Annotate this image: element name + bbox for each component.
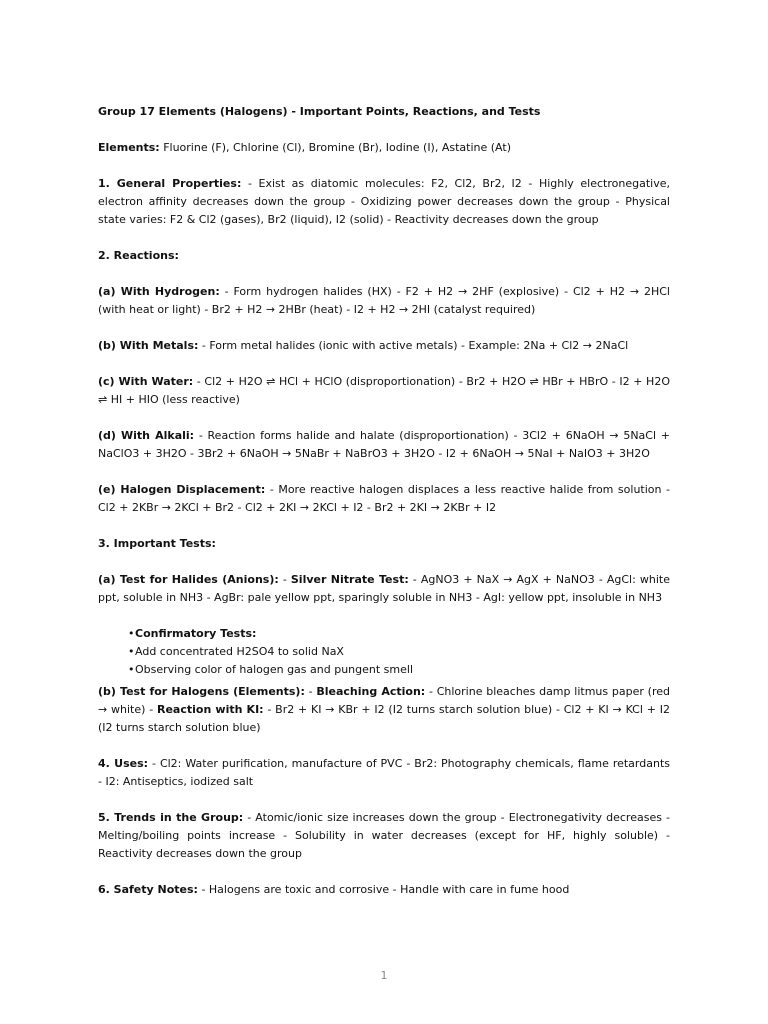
reaction-hydrogen-paragraph xyxy=(98,283,670,319)
bleaching-action-label: Bleaching Action: xyxy=(316,685,426,698)
trends-text: - Atomic/ionic size increases down the group - Electronegativity decreases - Melting/boiling points increase - Solubility in water decreases (except for HF, highly soluble) - Reactivity decreases down the group xyxy=(98,811,670,860)
reaction-displacement-label: (e) Halogen Displacement: xyxy=(98,483,266,496)
test-halides-separator: - xyxy=(278,573,291,586)
elements-label: Elements: xyxy=(98,141,160,154)
reaction-displacement-paragraph xyxy=(98,481,670,517)
test-halides-paragraph xyxy=(98,571,670,607)
document-page xyxy=(98,103,670,917)
reaction-hydrogen-text: - Form hydrogen halides (HX) - F2 + H2 → 2HF (explosive) - Cl2 + H2 → 2HCl (with heat or light) - Br2 + H2 → 2HBr (heat) - I2 + H2 → 2HI (catalyst required) xyxy=(98,285,670,316)
test-halogens-label: (b) Test for Halogens (Elements): xyxy=(98,685,305,698)
bleaching-action-text: - Chlorine bleaches damp litmus paper (red → white) - xyxy=(98,685,670,716)
test-halides-label: (a) Test for Halides (Anions): xyxy=(98,573,279,586)
reaction-alkali-text: - Reaction forms halide and halate (disproportionation) - 3Cl2 + 6NaOH → 5NaCl + NaClO3 + 3H2O - 3Br2 + 6NaOH → 5NaBr + NaBrO3 + 3H2O - I2 + 6NaOH → 5NaI + NaIO3 + 3H2O xyxy=(98,429,670,460)
reaction-metals-paragraph xyxy=(98,337,670,355)
elements-text: Fluorine (F), Chlorine (Cl), Bromine (Br), Iodine (I), Astatine (At) xyxy=(159,141,511,154)
reaction-water-label: (c) With Water: xyxy=(98,375,194,388)
bullet-icon: • xyxy=(128,663,135,676)
general-properties-paragraph xyxy=(98,175,670,229)
list-item xyxy=(128,661,670,679)
tests-heading: 3. Important Tests: xyxy=(98,537,216,550)
confirmatory-item-1: Add concentrated H2SO4 to solid NaX xyxy=(135,645,344,658)
reaction-metals-label: (b) With Metals: xyxy=(98,339,199,352)
reaction-with-ki-label: Reaction with KI: xyxy=(156,703,264,716)
test-halides-text: - AgNO3 + NaX → AgX + NaNO3 - AgCl: white ppt, soluble in NH3 - AgBr: pale yellow ppt, sparingly soluble in NH3 - AgI: yellow ppt, insoluble in NH3 xyxy=(98,573,671,604)
reactions-heading: 2. Reactions: xyxy=(98,249,179,262)
uses-label: 4. Uses: xyxy=(98,757,149,770)
reaction-water-text: - Cl2 + H2O ⇌ HCl + HClO (disproportionation) - Br2 + H2O ⇌ HBr + HBrO - I2 + H2O ⇌ HI + HIO (less reactive) xyxy=(98,375,670,406)
reaction-metals-text: - Form metal halides (ionic with active metals) - Example: 2Na + Cl2 → 2NaCl xyxy=(198,339,629,352)
trends-label: 5. Trends in the Group: xyxy=(98,811,244,824)
reaction-with-ki-text: - Br2 + KI → KBr + I2 (I2 turns starch solution blue) - Cl2 + KI → KCl + I2 (I2 turns starch solution blue) xyxy=(98,703,670,734)
reaction-alkali-paragraph xyxy=(98,427,670,463)
test-halogens-separator: - xyxy=(304,685,317,698)
safety-text: - Halogens are toxic and corrosive - Handle with care in fume hood xyxy=(197,883,570,896)
elements-paragraph xyxy=(98,139,670,157)
confirmatory-tests-label: Confirmatory Tests: xyxy=(135,627,257,640)
bullet-icon: • xyxy=(128,645,135,658)
silver-nitrate-label: Silver Nitrate Test: xyxy=(290,573,409,586)
reaction-displacement-text: - More reactive halogen displaces a less reactive halide from solution - Cl2 + 2KBr → 2KCl + Br2 - Cl2 + 2KI → 2KCl + I2 - Br2 + 2KI → 2KBr + I2 xyxy=(98,483,670,514)
confirmatory-tests-list xyxy=(98,625,670,679)
safety-label: 6. Safety Notes: xyxy=(98,883,198,896)
uses-paragraph xyxy=(98,755,670,791)
uses-text: - Cl2: Water purification, manufacture of PVC - Br2: Photography chemicals, flame retardants - I2: Antiseptics, iodized salt xyxy=(98,757,670,788)
page-number: 1 xyxy=(380,969,388,982)
list-item xyxy=(128,643,670,661)
test-halogens-paragraph xyxy=(98,683,670,737)
safety-paragraph xyxy=(98,881,670,899)
trends-paragraph xyxy=(98,809,670,863)
list-item xyxy=(128,625,670,643)
reaction-alkali-label: (d) With Alkali: xyxy=(98,429,195,442)
reaction-water-paragraph xyxy=(98,373,670,409)
reaction-hydrogen-label: (a) With Hydrogen: xyxy=(98,285,220,298)
bullet-icon: • xyxy=(128,627,135,640)
confirmatory-item-2: Observing color of halogen gas and pungent smell xyxy=(135,663,414,676)
document-title: Group 17 Elements (Halogens) - Important Points, Reactions, and Tests xyxy=(98,105,541,118)
general-properties-label: 1. General Properties: xyxy=(98,177,242,190)
general-properties-text: - Exist as diatomic molecules: F2, Cl2, Br2, I2 - Highly electronegative, electron affinity decreases down the group - Oxidizing power decreases down the group - Physical state varies: F2 & Cl2 (gases), Br2 (liquid), I2 (solid) - Reactivity decreases down the group xyxy=(98,177,670,226)
